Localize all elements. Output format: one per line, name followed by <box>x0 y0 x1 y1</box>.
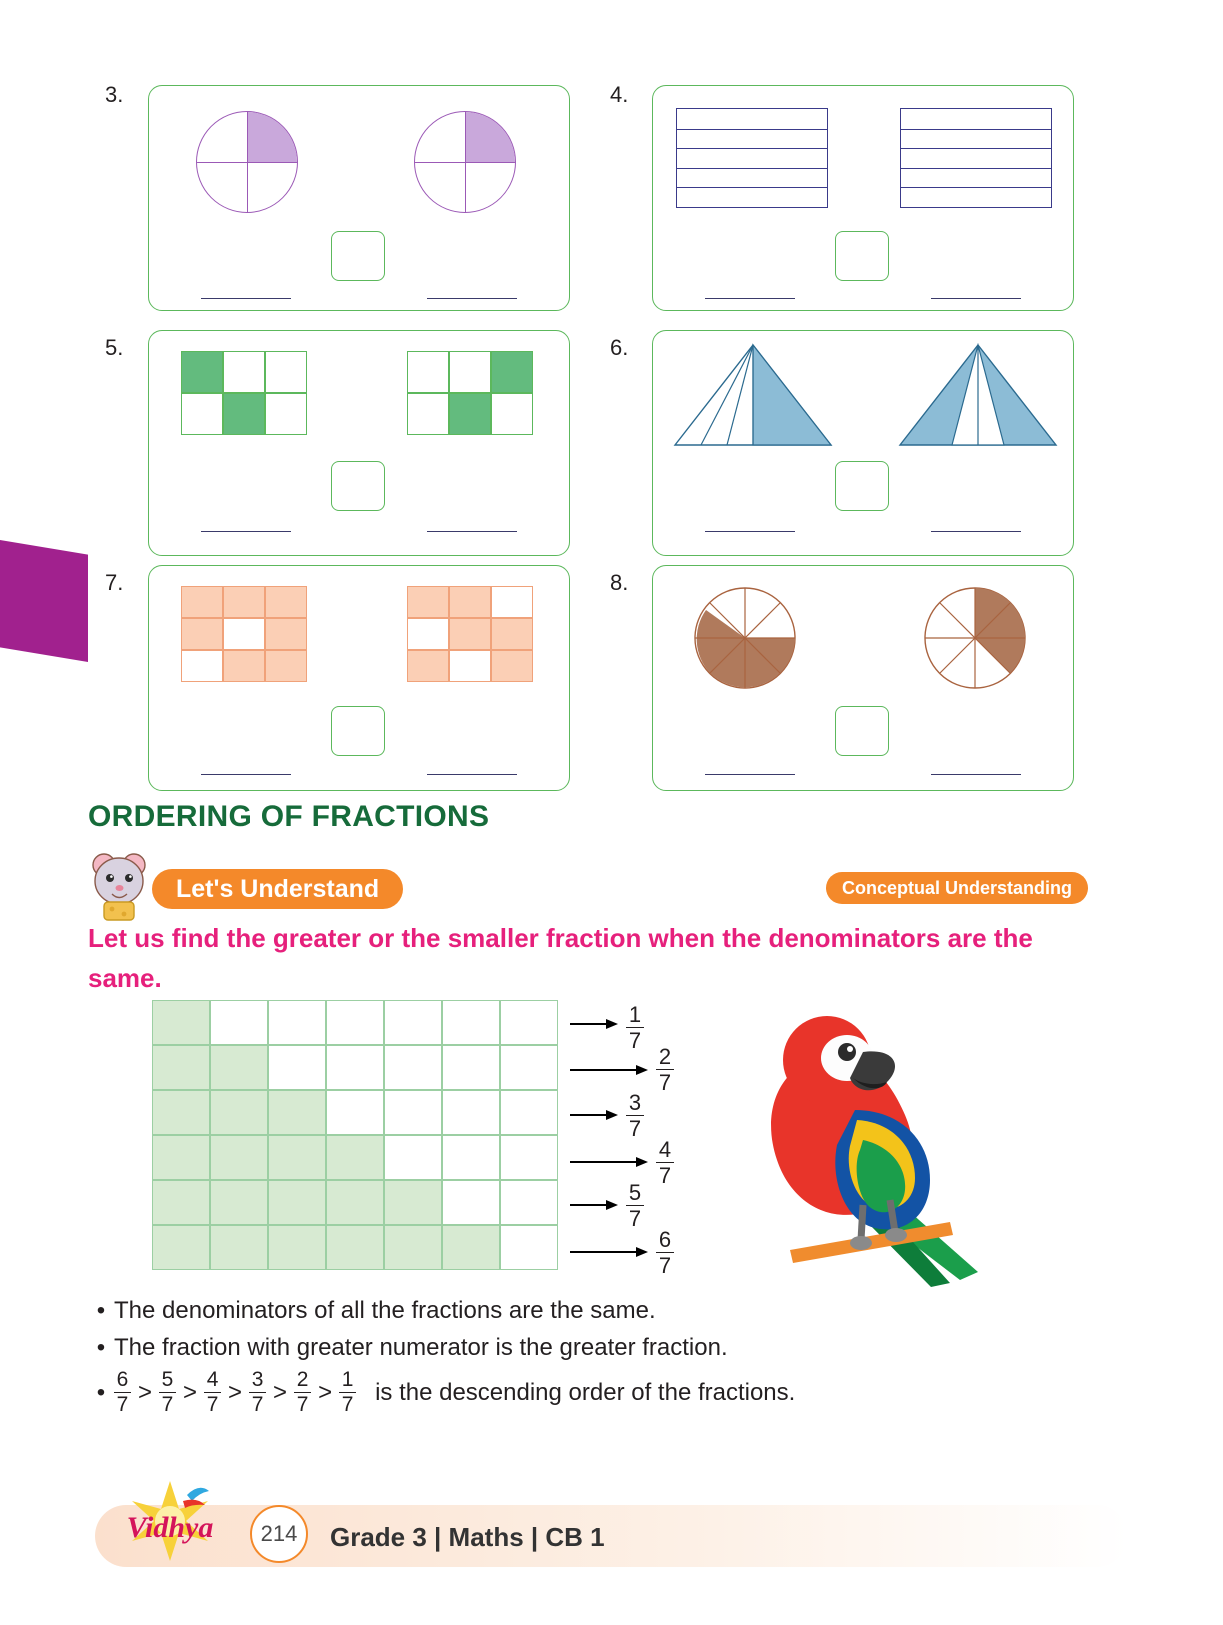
lets-understand-badge: Let's Understand <box>152 869 403 909</box>
answer-line-left-q3[interactable] <box>201 298 291 299</box>
fraction-strip-row-4 <box>152 1135 558 1180</box>
question-number-5: 5. <box>105 335 124 360</box>
bullet-dot-icon: • <box>96 1378 106 1406</box>
question-number-4: 4. <box>610 82 629 107</box>
answer-box-q6[interactable] <box>835 461 889 511</box>
operator-gt: > <box>138 1378 153 1406</box>
question-card-8 <box>652 565 1074 791</box>
fraction-strip-grid <box>152 1000 558 1270</box>
triangle-right-q6 <box>898 343 1058 448</box>
answer-box-q5[interactable] <box>331 461 385 511</box>
fraction-label-3: 3 7 <box>620 1091 650 1140</box>
bullet-item-1: • The denominators of all the fractions are the same. <box>88 1295 1088 1326</box>
logo-text: Vidhya <box>126 1511 214 1544</box>
answer-line-left-q5[interactable] <box>201 531 291 532</box>
answer-box-q4[interactable] <box>835 231 889 281</box>
side-tab-decoration <box>0 540 88 662</box>
fraction-strip-row-3 <box>152 1090 558 1135</box>
publisher-logo <box>95 1477 245 1577</box>
question-card-3 <box>148 85 570 311</box>
question-card-7 <box>148 565 570 791</box>
arrow-icon-6 <box>570 1245 648 1259</box>
question-card-6 <box>652 330 1074 556</box>
fraction-strip-row-6 <box>152 1225 558 1270</box>
ordered-fraction-4: 3 7 <box>249 1369 266 1415</box>
bullet-list <box>88 1295 1088 1421</box>
bullet-dot-icon: • <box>96 1297 106 1324</box>
descending-order-text: is the descending order of the fractions. <box>375 1378 796 1406</box>
question-card-4 <box>652 85 1074 311</box>
grid-left-q7 <box>181 586 307 682</box>
arrow-icon-3 <box>570 1108 618 1122</box>
section-heading: ORDERING OF FRACTIONS <box>88 800 490 833</box>
answer-line-right-q4[interactable] <box>931 298 1021 299</box>
pie-right-q8 <box>923 586 1027 690</box>
answer-line-right-q3[interactable] <box>427 298 517 299</box>
grid-left-q5 <box>181 351 307 435</box>
page-number: 214 <box>250 1505 308 1563</box>
fraction-strip-row-1 <box>152 1000 558 1045</box>
operator-gt: > <box>273 1378 288 1406</box>
answer-line-right-q5[interactable] <box>427 531 517 532</box>
mouse-mascot-icon <box>86 845 152 923</box>
answer-line-right-q7[interactable] <box>427 774 517 775</box>
pie-left-q8 <box>693 586 797 690</box>
bullet-item-2: • The fraction with greater numerator is the greater fraction. <box>88 1332 1088 1363</box>
answer-line-left-q4[interactable] <box>705 298 795 299</box>
operator-gt: > <box>318 1378 333 1406</box>
answer-line-left-q6[interactable] <box>705 531 795 532</box>
ordered-fraction-3: 4 7 <box>204 1369 221 1415</box>
question-number-8: 8. <box>610 570 629 595</box>
question-card-5 <box>148 330 570 556</box>
operator-gt: > <box>228 1378 243 1406</box>
section-intro-text: Let us find the greater or the smaller fraction when the denominators are the same. <box>88 923 1033 994</box>
fraction-label-4: 4 7 <box>650 1138 680 1187</box>
fraction-circle-right-q3 <box>414 111 516 213</box>
fraction-strip-row-5 <box>152 1180 558 1225</box>
conceptual-understanding-badge: Conceptual Understanding <box>826 872 1088 904</box>
triangle-left-q6 <box>673 343 833 448</box>
fraction-label-1: 1 7 <box>620 1003 650 1052</box>
question-number-6: 6. <box>610 335 629 360</box>
bar-model-left-q4 <box>676 108 828 208</box>
answer-line-left-q7[interactable] <box>201 774 291 775</box>
ordered-fraction-1: 6 7 <box>114 1369 131 1415</box>
descending-order-expression <box>114 1369 795 1415</box>
grid-right-q5 <box>407 351 533 435</box>
ordered-fraction-2: 5 7 <box>159 1369 176 1415</box>
fraction-label-6: 6 7 <box>650 1228 680 1277</box>
answer-line-right-q6[interactable] <box>931 531 1021 532</box>
parrot-illustration <box>735 1000 1000 1290</box>
answer-box-q8[interactable] <box>835 706 889 756</box>
fraction-circle-left-q3 <box>196 111 298 213</box>
fraction-label-5: 5 7 <box>620 1181 650 1230</box>
arrow-icon-2 <box>570 1063 648 1077</box>
arrow-icon-4 <box>570 1155 648 1169</box>
fraction-label-2: 2 7 <box>650 1045 680 1094</box>
answer-box-q3[interactable] <box>331 231 385 281</box>
grid-right-q7 <box>407 586 533 682</box>
footer-label: Grade 3 | Maths | CB 1 <box>330 1522 605 1552</box>
operator-gt: > <box>183 1378 198 1406</box>
bar-model-right-q4 <box>900 108 1052 208</box>
question-number-7: 7. <box>105 570 124 595</box>
arrow-icon-5 <box>570 1198 618 1212</box>
bullet-item-3 <box>88 1369 1088 1415</box>
fraction-strip-row-2 <box>152 1045 558 1090</box>
answer-line-left-q8[interactable] <box>705 774 795 775</box>
answer-line-right-q8[interactable] <box>931 774 1021 775</box>
bullet-dot-icon: • <box>96 1334 106 1362</box>
ordered-fraction-5: 2 7 <box>294 1369 311 1415</box>
question-number-3: 3. <box>105 82 124 107</box>
answer-box-q7[interactable] <box>331 706 385 756</box>
ordered-fraction-6: 1 7 <box>339 1369 356 1415</box>
arrow-icon-1 <box>570 1017 618 1031</box>
